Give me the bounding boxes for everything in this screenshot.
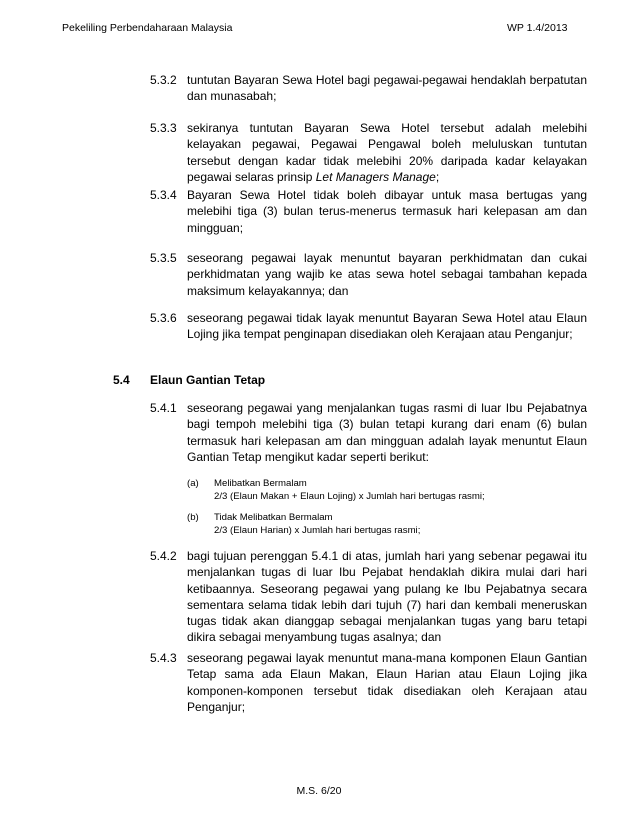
document-reference: WP 1.4/2013 (507, 22, 568, 34)
paragraph-number: 5.3.4 (150, 188, 177, 202)
section-heading (113, 372, 266, 388)
paragraph-text: seseorang pegawai layak menuntut bayaran perkhidmatan dan cukai perkhidmatan yang wajib ke atas sewa hotel sebagai tambahan kepada maksimum kelayakannya; dan (187, 251, 587, 298)
paragraph-5-3-6 (150, 310, 587, 343)
subitem-formula: 2/3 (Elaun Harian) x Jumlah hari bertugas rasmi; (214, 525, 421, 536)
paragraph-text: bagi tujuan perenggan 5.4.1 di atas, jumlah hari yang sebenar pegawai itu menjalankan tugas di luar Ibu Pejabat hendaklah dikira mulai dari hari ketibaannya. Seseorang pegawai yang pulang ke Ibu Pejabatnya secara sementara selama tidak lebih dari tujuh (7) hari dan kembali meneruskan tugas tidak akan dianggap sebagai menjalankan tugas yang baru tetapi dikira sebagai menyambung tugas asalnya; dan (187, 549, 587, 645)
subitem-label: (b) (187, 512, 199, 523)
paragraph-number: 5.4.2 (150, 549, 177, 563)
header-title: Pekeliling Perbendaharaan Malaysia (62, 22, 233, 34)
paragraph-number: 5.3.6 (150, 311, 177, 325)
paragraph-number: 5.3.2 (150, 73, 177, 87)
paragraph-5-4-1 (150, 400, 587, 465)
section-number: 5.4 (113, 373, 130, 387)
paragraph-5-3-4 (150, 187, 587, 236)
subitem-formula: 2/3 (Elaun Makan + Elaun Lojing) x Jumlah hari bertugas rasmi; (214, 491, 485, 502)
section-title: Elaun Gantian Tetap (150, 373, 266, 387)
paragraph-text: seseorang pegawai tidak layak menuntut Bayaran Sewa Hotel atau Elaun Lojing jika tempat penginapan disediakan oleh Kerajaan atau Penganjur; (187, 311, 587, 342)
subitem-label: (a) (187, 478, 199, 489)
paragraph-5-3-3 (150, 120, 587, 185)
paragraph-text: tuntutan Bayaran Sewa Hotel bagi pegawai-pegawai hendaklah berpatutan dan munasabah; (187, 73, 587, 104)
subitem-a (187, 477, 587, 503)
paragraph-text: seseorang pegawai layak menuntut mana-mana komponen Elaun Gantian Tetap sama ada Elaun Makan, Elaun Harian atau Elaun Lojing jika komponen-komponen tersebut tidak disediakan oleh Kerajaan atau Penganjur; (187, 651, 587, 714)
paragraph-5-3-5 (150, 250, 587, 299)
paragraph-number: 5.4.1 (150, 401, 177, 415)
subitem-b (187, 511, 587, 537)
paragraph-number: 5.4.3 (150, 651, 177, 665)
subitem-title: Melibatkan Bermalam (214, 478, 307, 489)
emphasis-text: Let Managers Manage (315, 169, 436, 184)
paragraph-text: seseorang pegawai yang menjalankan tugas rasmi di luar Ibu Pejabatnya bagi tempoh melebihi tiga (3) bulan tetapi kurang dari enam (6) bulan termasuk hari kelepasan am dan mingguan adalah layak menuntut Elaun Gantian Tetap mengikut kadar seperti berikut: (187, 401, 587, 464)
paragraph-text: sekiranya tuntutan Bayaran Sewa Hotel tersebut adalah melebihi kelayakan pegawai, Pegawai Pengawal boleh meluluskan tuntutan tersebut dengan kadar tidak melebihi 20% daripada kadar kelayakan pegawai selaras prinsip Let Managers Manage; (187, 121, 587, 184)
paragraph-number: 5.3.3 (150, 121, 177, 135)
paragraph-text: Bayaran Sewa Hotel tidak boleh dibayar untuk masa bertugas yang melebihi tiga (3) bulan terus-menerus termasuk hari kelepasan am dan mingguan; (187, 188, 587, 235)
page-number: M.S. 6/20 (296, 785, 342, 797)
subitem-title: Tidak Melibatkan Bermalam (214, 512, 333, 523)
paragraph-5-4-2 (150, 548, 587, 646)
paragraph-5-4-3 (150, 650, 587, 715)
paragraph-5-3-2 (150, 72, 587, 105)
paragraph-number: 5.3.5 (150, 251, 177, 265)
